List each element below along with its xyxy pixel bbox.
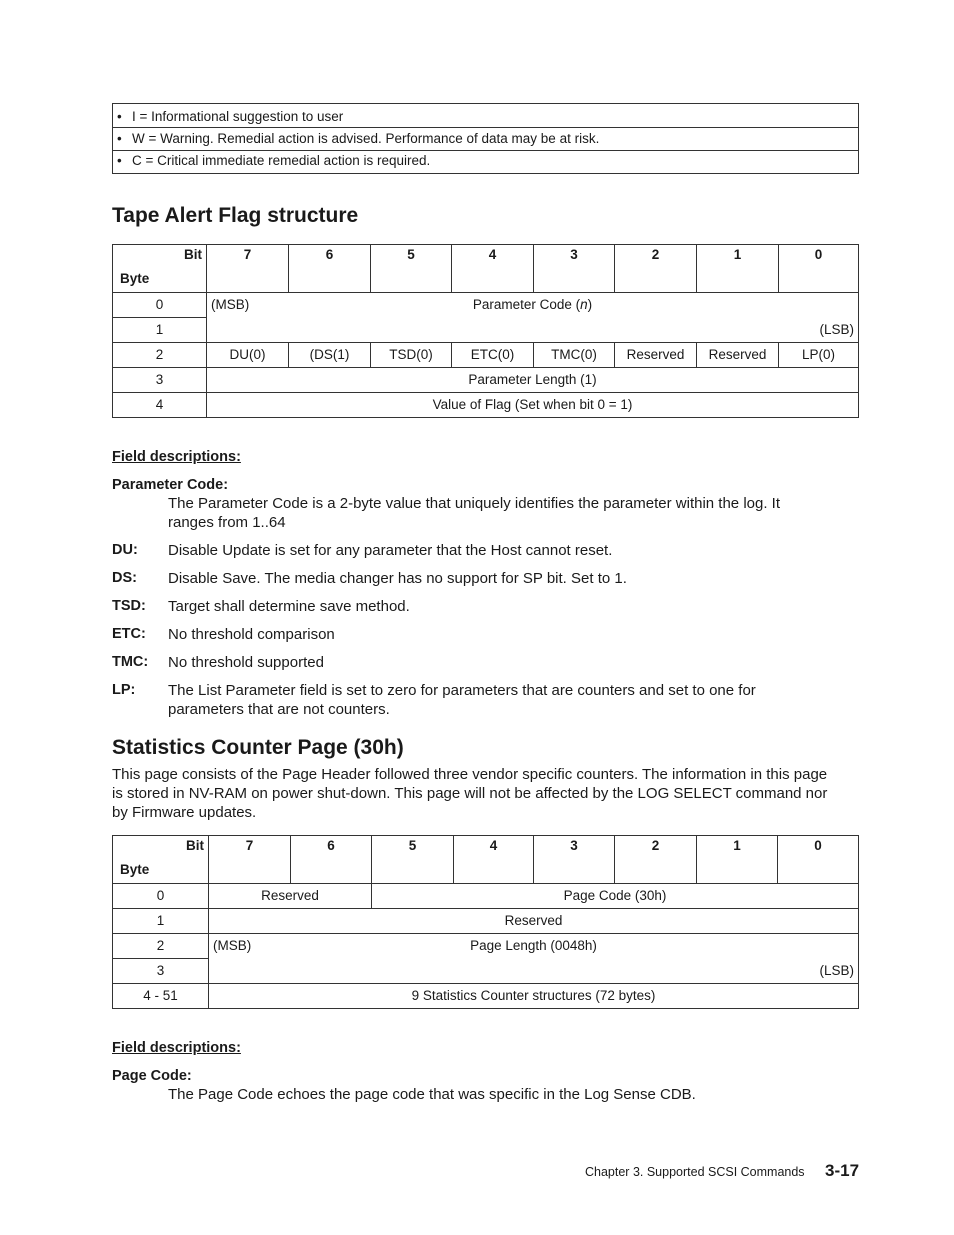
desc-ds: Disable Save. The media changer has no support for SP bit. Set to 1. bbox=[168, 570, 627, 587]
field-descriptions-heading: Field descriptions: bbox=[112, 449, 241, 465]
term-lp: LP: bbox=[112, 682, 136, 698]
table-row bbox=[113, 293, 859, 318]
footer-chapter: Chapter 3. Supported SCSI Commands bbox=[585, 1165, 805, 1179]
desc-du: Disable Update is set for any parameter that the Host cannot reset. bbox=[168, 542, 613, 559]
bit-byte-header: Bit Byte bbox=[113, 245, 207, 293]
flag-reserved: Reserved bbox=[615, 343, 697, 368]
desc-etc: No threshold comparison bbox=[168, 626, 335, 643]
parameter-code-cell: (MSB) Parameter Code (n) bbox=[207, 293, 859, 318]
table-row bbox=[113, 934, 859, 959]
statistics-counter-table bbox=[112, 835, 859, 1009]
byte-number: 1 bbox=[113, 318, 207, 343]
bit-header: 6 bbox=[289, 245, 371, 293]
table-row bbox=[113, 368, 859, 393]
byte-number: 0 bbox=[113, 884, 209, 909]
byte-number: 1 bbox=[113, 909, 209, 934]
flag-du: DU(0) bbox=[207, 343, 289, 368]
table-row bbox=[113, 909, 859, 934]
bullet-icon: • bbox=[117, 153, 122, 168]
legend-item-informational: • I = Informational suggestion to user bbox=[113, 106, 858, 128]
bullet-icon: • bbox=[117, 109, 122, 124]
desc-tsd: Target shall determine save method. bbox=[168, 598, 410, 615]
bit-header: 2 bbox=[615, 836, 697, 884]
flag-tsd: TSD(0) bbox=[371, 343, 452, 368]
bit-header: 7 bbox=[207, 245, 289, 293]
legend-item-warning: • W = Warning. Remedial action is advised. Performance of data may be at risk. bbox=[113, 128, 858, 150]
desc-parameter-code: The Parameter Code is a 2-byte value that uniquely identifies the parameter within the log. It ranges from 1..64 bbox=[168, 495, 781, 531]
field-descriptions-heading: Field descriptions: bbox=[112, 1040, 241, 1056]
section-title-statistics-counter: Statistics Counter Page (30h) bbox=[112, 736, 404, 759]
term-page-code: Page Code: bbox=[112, 1068, 192, 1084]
tape-alert-flag-table bbox=[112, 244, 859, 418]
parameter-length-cell: Parameter Length (1) bbox=[207, 368, 859, 393]
desc-tmc: No threshold supported bbox=[168, 654, 324, 671]
bit-byte-header: Bit Byte bbox=[113, 836, 209, 884]
page-length-cell-lsb: (LSB) bbox=[209, 959, 859, 984]
bit-header: 5 bbox=[372, 836, 454, 884]
table-row bbox=[113, 393, 859, 418]
reserved-cell: Reserved bbox=[209, 884, 372, 909]
flag-ds: (DS(1) bbox=[289, 343, 371, 368]
desc-lp: The List Parameter field is set to zero for parameters that are counters and set to one for parameters that are not counters. bbox=[168, 682, 756, 718]
table-row bbox=[113, 343, 859, 368]
bit-header: 3 bbox=[534, 245, 615, 293]
bit-header: 4 bbox=[454, 836, 534, 884]
term-tsd: TSD: bbox=[112, 598, 146, 614]
page-length-cell: (MSB) Page Length (0048h) bbox=[209, 934, 859, 959]
reserved-cell: Reserved bbox=[209, 909, 859, 934]
term-etc: ETC: bbox=[112, 626, 146, 642]
byte-number: 4 bbox=[113, 393, 207, 418]
table-row bbox=[113, 884, 859, 909]
bit-header: 6 bbox=[291, 836, 372, 884]
bit-header: 4 bbox=[452, 245, 534, 293]
section-title-tape-alert: Tape Alert Flag structure bbox=[112, 204, 359, 227]
byte-number: 2 bbox=[113, 934, 209, 959]
flag-reserved: Reserved bbox=[697, 343, 779, 368]
byte-number: 4 - 51 bbox=[113, 984, 209, 1009]
term-du: DU: bbox=[112, 542, 138, 558]
page-code-cell: Page Code (30h) bbox=[372, 884, 859, 909]
flag-etc: ETC(0) bbox=[452, 343, 534, 368]
term-ds: DS: bbox=[112, 570, 137, 586]
bit-header: 1 bbox=[697, 245, 779, 293]
byte-number: 3 bbox=[113, 368, 207, 393]
bit-header: 5 bbox=[371, 245, 452, 293]
bit-header: 3 bbox=[534, 836, 615, 884]
bit-header: 0 bbox=[778, 836, 859, 884]
bit-header: 0 bbox=[779, 245, 859, 293]
table-row bbox=[113, 984, 859, 1009]
desc-page-code: The Page Code echoes the page code that was specific in the Log Sense CDB. bbox=[168, 1086, 696, 1103]
footer-page-number: 3-17 bbox=[825, 1161, 860, 1180]
table-row bbox=[113, 959, 859, 984]
term-parameter-code: Parameter Code: bbox=[112, 477, 229, 493]
legend-item-critical: • C = Critical immediate remedial action is required. bbox=[113, 150, 858, 172]
bullet-icon: • bbox=[117, 131, 122, 146]
statistics-structures-cell: 9 Statistics Counter structures (72 bytes) bbox=[209, 984, 859, 1009]
byte-number: 3 bbox=[113, 959, 209, 984]
flag-lp: LP(0) bbox=[779, 343, 859, 368]
byte-number: 2 bbox=[113, 343, 207, 368]
severity-legend-box bbox=[112, 103, 859, 174]
value-of-flag-cell: Value of Flag (Set when bit 0 = 1) bbox=[207, 393, 859, 418]
parameter-code-cell-lsb: (LSB) bbox=[207, 318, 859, 343]
flag-tmc: TMC(0) bbox=[534, 343, 615, 368]
bit-header: 1 bbox=[697, 836, 778, 884]
bit-header: 7 bbox=[209, 836, 291, 884]
statistics-intro-paragraph: This page consists of the Page Header followed three vendor specific counters. The information in this page is stored in NV-RAM on power shut-down. This page will not be affected by the LOG SELECT command nor by Firmware updates. bbox=[112, 766, 828, 821]
table-row bbox=[113, 318, 859, 343]
bit-header: 2 bbox=[615, 245, 697, 293]
term-tmc: TMC: bbox=[112, 654, 149, 670]
byte-number: 0 bbox=[113, 293, 207, 318]
